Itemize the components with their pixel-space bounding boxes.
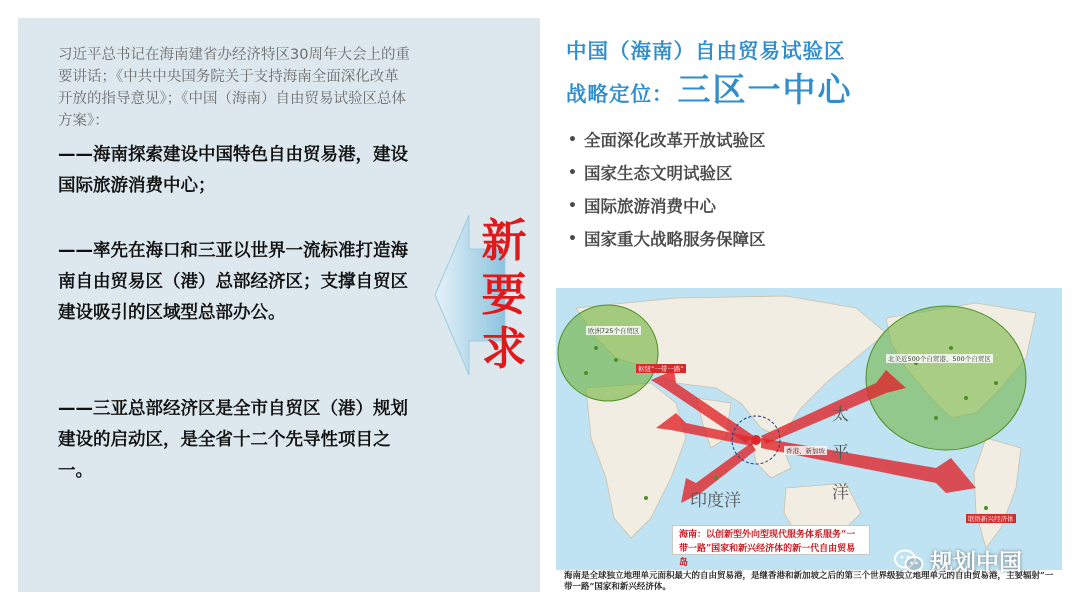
callout-char-3: 求: [481, 322, 527, 375]
wechat-icon: [894, 548, 924, 574]
positioning-list: [568, 124, 766, 256]
new-requirements-callout: [474, 214, 534, 376]
ocean-label-indian: 印度洋: [690, 491, 741, 511]
bullet-icon: •: [568, 198, 577, 214]
map-label-new-economies: 联络新兴经济体: [968, 515, 1014, 523]
ocean-label-yang: 洋: [832, 483, 849, 503]
map-label-europe: 欧洲725个自贸区: [588, 327, 640, 335]
ocean-label-tai: 太: [832, 405, 849, 425]
requirement-1: ——海南探索建设中国特色自由贸易港，建设国际旅游消费中心；: [58, 145, 408, 196]
strategic-positioning: [566, 64, 853, 111]
bullet-icon: •: [568, 231, 577, 247]
ftz-title: 中国（海南）自由贸易试验区: [566, 39, 846, 63]
map-label-hub: 枢纽“一带一路”: [638, 365, 684, 373]
callout-char-2: 要: [481, 268, 527, 321]
watermark: [894, 544, 1022, 577]
list-item-label: 全面深化改革开放试验区: [584, 131, 766, 150]
callout-char-1: 新: [481, 214, 527, 267]
list-item-label: 国际旅游消费中心: [584, 197, 716, 216]
requirement-3: ——三亚总部经济区是全市自贸区（港）规划建设的启动区，是全省十二个先导性项目之一。: [58, 399, 408, 481]
list-item: [568, 124, 766, 157]
list-item: [568, 190, 766, 223]
list-item: [568, 223, 766, 256]
map-label-city: 香港、新加坡: [786, 447, 825, 455]
map-caption: 海南：以创新型外向型现代服务体系服务“一带一路”国家和新兴经济体的新一代自由贸易岛: [672, 525, 870, 555]
watermark-text: 规划中国: [930, 550, 1022, 576]
requirement-2: ——率先在海口和三亚以世界一流标准打造海南自由贸易区（港）总部经济区；支撑自贸区建设吸引的区域型总部办公。: [58, 241, 408, 323]
list-item-label: 国家生态文明试验区: [584, 164, 733, 183]
list-item-label: 国家重大战略服务保障区: [584, 230, 766, 249]
list-item: [568, 157, 766, 190]
map-label-north-america: 北美近500个自贸港、500个自贸区: [888, 355, 991, 363]
bullet-icon: •: [568, 132, 577, 148]
positioning-label: 战略定位：: [566, 82, 674, 106]
map-footer-note: 海南是全球独立地理单元面积最大的自由贸易港，是继香港和新加坡之后的第三个世界级独立地理单元的自由贸易港，主要辐射“一带一路”国家和新兴经济体。: [556, 570, 1062, 594]
intro-text: 习近平总书记在海南建省办经济特区30周年大会上的重要讲话；《中共中央国务院关于支持海南全面深化改革开放的指导意见》；《中国（海南）自由贸易试验区总体方案》：: [58, 47, 410, 129]
bullet-icon: •: [568, 165, 577, 181]
ocean-label-ping: 平: [832, 443, 849, 463]
positioning-headline: 三区一中心: [677, 70, 853, 109]
